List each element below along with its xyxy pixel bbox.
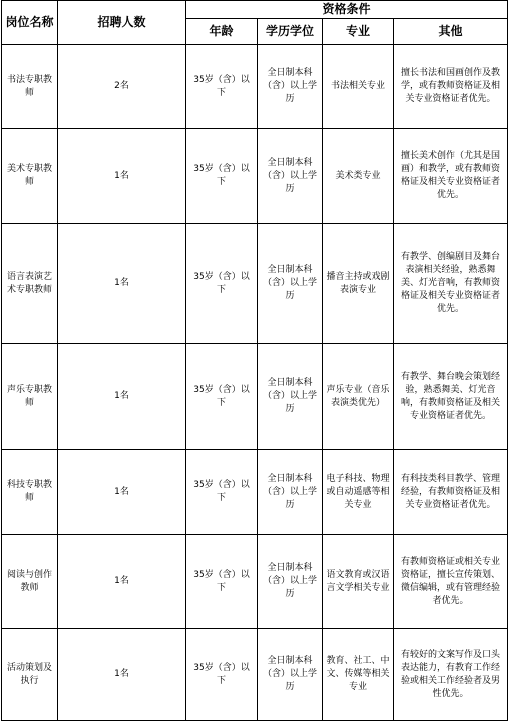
age-cell: 35岁（含）以下 — [186, 450, 258, 535]
count-cell: 1名 — [58, 535, 186, 629]
table-row — [2, 129, 508, 224]
table-row — [2, 629, 508, 721]
major-cell: 电子科技、物理或自动遥感等相关专业 — [323, 450, 394, 535]
table-row — [2, 450, 508, 535]
post-name-cell: 科技专职教师 — [2, 450, 58, 535]
other-cell: 有较好的文案写作及口头表达能力，有教育工作经验或相关工作经验者及男性优先。 — [394, 629, 508, 721]
post-name-cell: 书法专职教师 — [2, 45, 58, 129]
recruitment-table — [1, 0, 508, 721]
header-major: 专业 — [323, 19, 394, 45]
other-cell: 有科技类科目教学、管理经验，有教师资格证及相关专业资格证者优先。 — [394, 450, 508, 535]
other-cell: 擅长书法和国画创作及教学，或有教师资格证及相关专业资格证者优先。 — [394, 45, 508, 129]
header-post-name: 岗位名称 — [2, 1, 58, 45]
education-cell: 全日制本科（含）以上学历 — [258, 450, 323, 535]
table-row — [2, 344, 508, 450]
other-cell: 擅长美术创作（尤其是国画）和教学，或有教师资格证及相关专业资格证者优先。 — [394, 129, 508, 224]
count-cell: 1名 — [58, 224, 186, 344]
major-cell: 语文教育或汉语言文学相关专业 — [323, 535, 394, 629]
post-name-cell: 语言表演艺术专职教师 — [2, 224, 58, 344]
education-cell: 全日制本科（含）以上学历 — [258, 224, 323, 344]
education-cell: 全日制本科（含）以上学历 — [258, 129, 323, 224]
major-cell: 教育、社工、中文、传媒等相关专业 — [323, 629, 394, 721]
major-cell: 美术类专业 — [323, 129, 394, 224]
age-cell: 35岁（含）以下 — [186, 224, 258, 344]
major-cell: 书法相关专业 — [323, 45, 394, 129]
header-age: 年龄 — [186, 19, 258, 45]
count-cell: 2名 — [58, 45, 186, 129]
count-cell: 1名 — [58, 629, 186, 721]
education-cell: 全日制本科（含）以上学历 — [258, 344, 323, 450]
header-recruit-count: 招聘人数 — [58, 1, 186, 45]
age-cell: 35岁（含）以下 — [186, 344, 258, 450]
other-cell: 有教师资格证或相关专业资格证，擅长宣传策划、微信编辑，或有管理经验者优先。 — [394, 535, 508, 629]
age-cell: 35岁（含）以下 — [186, 129, 258, 224]
age-cell: 35岁（含）以下 — [186, 629, 258, 721]
post-name-cell: 美术专职教师 — [2, 129, 58, 224]
major-cell: 播音主持或戏剧表演专业 — [323, 224, 394, 344]
table-row — [2, 224, 508, 344]
header-qualifications: 资格条件 — [186, 1, 508, 19]
education-cell: 全日制本科（含）以上学历 — [258, 629, 323, 721]
count-cell: 1名 — [58, 344, 186, 450]
age-cell: 35岁（含）以下 — [186, 535, 258, 629]
table-row — [2, 45, 508, 129]
other-cell: 有教学、创编剧目及舞台表演相关经验，熟悉舞美、灯光音响，有教师资格证及相关专业资格证者优先。 — [394, 224, 508, 344]
post-name-cell: 阅读与创作教师 — [2, 535, 58, 629]
header-other: 其他 — [394, 19, 508, 45]
post-name-cell: 声乐专职教师 — [2, 344, 58, 450]
education-cell: 全日制本科（含）以上学历 — [258, 535, 323, 629]
post-name-cell: 活动策划及执行 — [2, 629, 58, 721]
count-cell: 1名 — [58, 129, 186, 224]
header-education: 学历学位 — [258, 19, 323, 45]
education-cell: 全日制本科（含）以上学历 — [258, 45, 323, 129]
table-row — [2, 535, 508, 629]
age-cell: 35岁（含）以下 — [186, 45, 258, 129]
count-cell: 1名 — [58, 450, 186, 535]
other-cell: 有教学、舞台晚会策划经验，熟悉舞美、灯光音响，有教师资格证及相关专业资格证者优先。 — [394, 344, 508, 450]
major-cell: 声乐专业（音乐表演类优先） — [323, 344, 394, 450]
